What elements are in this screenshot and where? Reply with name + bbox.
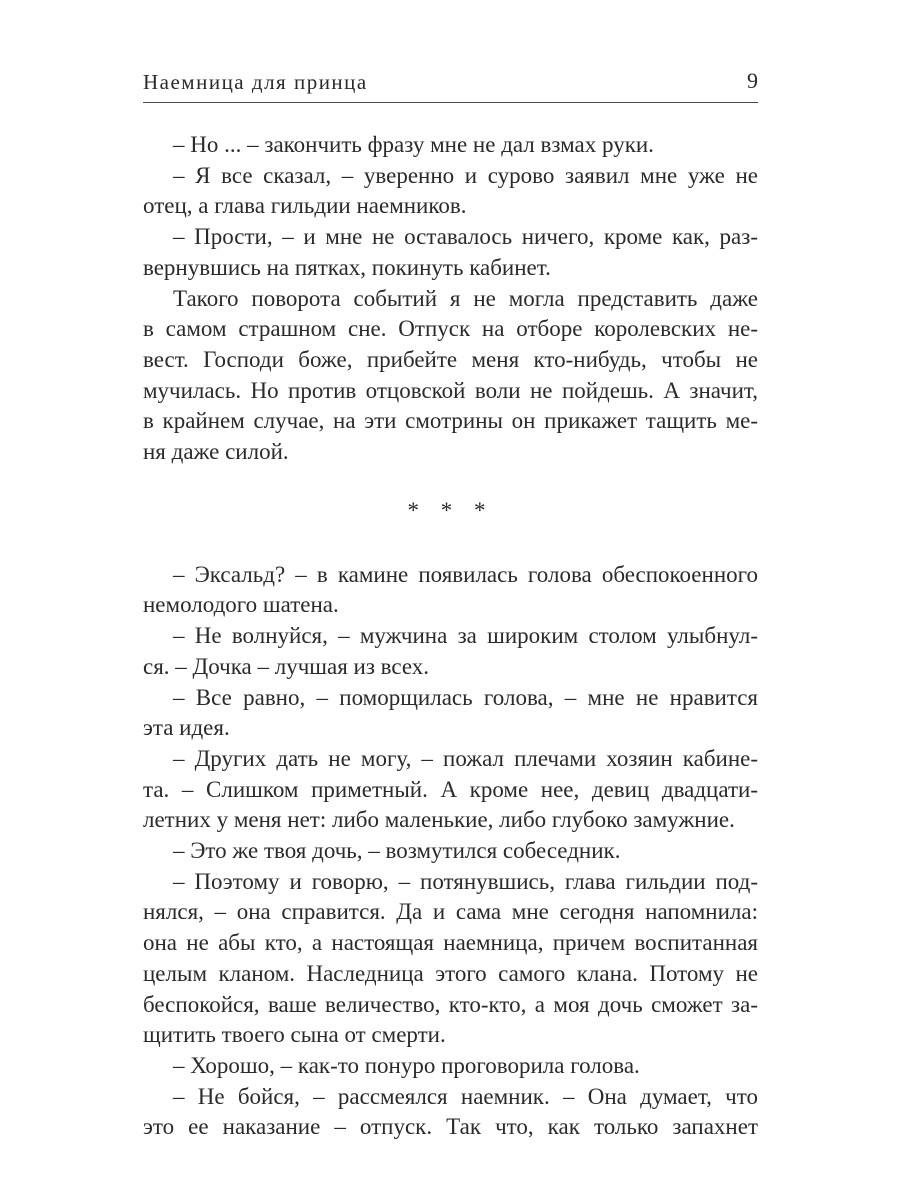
text-line: в крайнем случае, на эти смотрины он прикажет тащить ме- [143,408,758,434]
paragraph [143,161,758,222]
text-line: – Не бойся, – рассмеялся наемник. – Она думает, что [173,1083,758,1109]
text-line: – Прости, – и мне не оставалось ничего, кроме как, раз- [173,224,758,250]
text-line: ня даже силой. [143,439,289,465]
paragraph [143,1051,758,1082]
body-text [143,130,758,1143]
paragraph [143,867,758,1051]
page-number: 9 [747,68,758,93]
paragraph [143,284,758,468]
paragraph [143,744,758,836]
running-header [143,64,758,103]
text-line: – Поэтому и говорю, – потянувшись, глава гильдии под- [173,868,758,894]
paragraph [143,836,758,867]
text-line: щитить твоего сына от смерти. [143,1022,446,1048]
paragraph [143,222,758,283]
text-line: беспокойся, ваше величество, кто-кто, а моя дочь сможет за- [143,991,758,1017]
paragraph [143,621,758,682]
paragraph [143,130,758,161]
text-line: мучилась. Но против отцовской воли не пойдешь. А значит, [143,377,758,403]
text-line: – Я все сказал, – уверенно и сурово заявил мне уже не [173,162,758,188]
text-block-after-break [143,560,758,1143]
text-line: – Не волнуйся, – мужчина за широким столом улыбнул- [173,623,758,649]
text-line: это ее наказание – отпуск. Так что, как только запахнет [143,1114,758,1140]
text-block-before-break [143,130,758,468]
text-line: Такого поворота событий я не могла представить даже [173,285,758,311]
text-line: – Все равно, – поморщилась голова, – мне не нравится [173,684,758,710]
text-line: в самом страшном сне. Отпуск на отборе королевских не- [143,316,758,342]
text-line: целым кланом. Наследница этого самого клана. Потому не [143,960,758,986]
text-line: она не абы кто, а настоящая наемница, причем воспитанная [143,930,758,956]
text-line: – Но ... – закончить фразу мне не дал взмах руки. [173,132,654,157]
paragraph [143,683,758,744]
text-line: ся. – Дочка – лучшая из всех. [143,653,430,679]
text-line: отец, а глава гильдии наемников. [143,193,467,219]
section-break: * * * [407,497,494,523]
text-line: немолодого шатена. [143,592,339,618]
paragraph [143,1082,758,1143]
text-line: – Эксальд? – в камине появилась голова обеспокоенного [173,561,758,587]
text-line: та. – Слишком приметный. А кроме нее, девиц двадцати- [143,776,758,802]
text-line: эта идея. [143,715,230,741]
text-line: – Хорошо, – как-то понуро проговорила голова. [173,1052,640,1078]
running-title: Наемница для принца [143,70,368,94]
text-line: – Это же твоя дочь, – возмутился собеседник. [173,838,621,864]
text-line: нялся, – она справится. Да и сама мне сегодня напомнила: [143,899,758,925]
text-line: вест. Господи боже, прибейте меня кто-нибудь, чтобы не [143,346,758,372]
paragraph [143,560,758,621]
text-line: вернувшись на пятках, покинуть кабинет. [143,254,551,280]
text-line: летних у меня нет: либо маленькие, либо глубоко замужние. [143,807,735,833]
text-line: – Других дать не могу, – пожал плечами хозяин кабине- [173,745,758,771]
